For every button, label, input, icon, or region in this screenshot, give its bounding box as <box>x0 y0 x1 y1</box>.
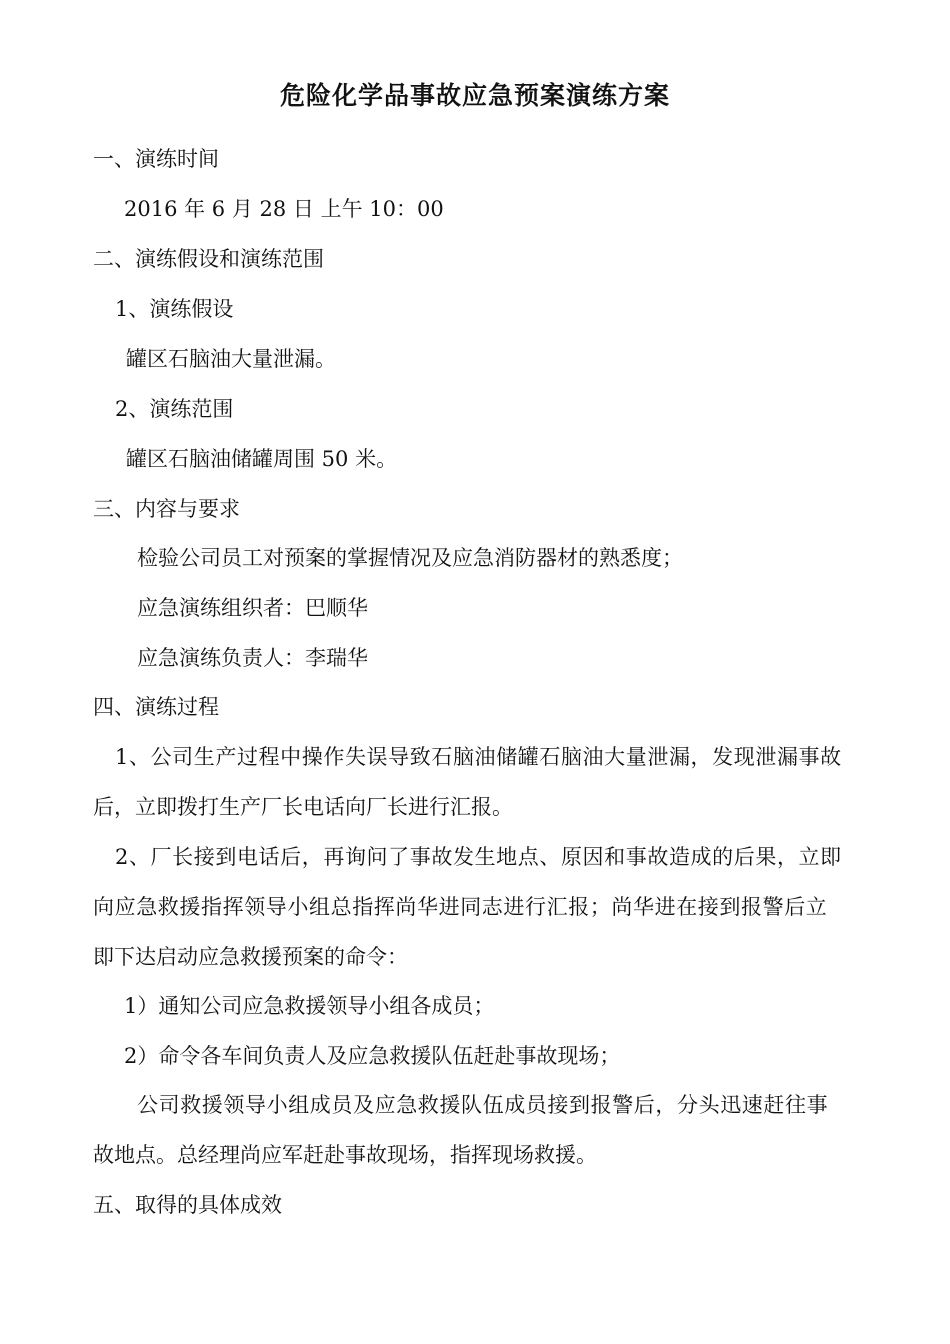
process-step-2-line-2: 向应急救援指挥领导小组总指挥尚华进同志进行汇报；尚华进在接到报警后立 <box>93 895 828 919</box>
drill-time: 2016 年 6 月 28 日 上午 10：00 <box>124 197 444 221</box>
order-item-1: 1）通知公司应急救援领导小组各成员； <box>124 994 495 1018</box>
process-step-2-line-1: 2、厂长接到电话后，再询问了事故发生地点、原因和事故造成的后果，立即 <box>115 845 842 869</box>
subheading-scope: 2、演练范围 <box>115 397 234 421</box>
process-step-1-line-1: 1、公司生产过程中操作失误导致石脑油储罐石脑油大量泄漏，发现泄漏事故 <box>115 745 842 769</box>
responsible-text: 应急演练负责人：李瑞华 <box>137 646 368 670</box>
subheading-assumption: 1、演练假设 <box>115 297 234 321</box>
heading-section-1: 一、演练时间 <box>93 147 219 171</box>
organizer-text: 应急演练组织者：巴顺华 <box>137 596 368 620</box>
heading-section-2: 二、演练假设和演练范围 <box>93 247 324 271</box>
response-line-1: 公司救援领导小组成员及应急救援队伍成员接到报警后，分头迅速赶往事 <box>137 1093 829 1117</box>
heading-section-5: 五、取得的具体成效 <box>93 1193 282 1217</box>
scope-text: 罐区石脑油储罐周围 50 米。 <box>126 447 398 471</box>
document-title: 危险化学品事故应急预案演练方案 <box>279 81 670 110</box>
heading-section-4: 四、演练过程 <box>93 695 219 719</box>
assumption-text: 罐区石脑油大量泄漏。 <box>126 347 336 371</box>
process-step-2-line-3: 即下达启动应急救援预案的命令： <box>93 945 408 969</box>
heading-section-3: 三、内容与要求 <box>93 497 240 521</box>
process-step-1-line-2: 后，立即拨打生产厂长电话向厂长进行汇报。 <box>93 795 513 819</box>
order-item-2: 2）命令各车间负责人及应急救援队伍赶赴事故现场； <box>124 1044 621 1068</box>
requirement-text: 检验公司员工对预案的掌握情况及应急消防器材的熟悉度； <box>137 546 683 570</box>
response-line-2: 故地点。总经理尚应军赶赴事故现场，指挥现场救援。 <box>93 1143 597 1167</box>
